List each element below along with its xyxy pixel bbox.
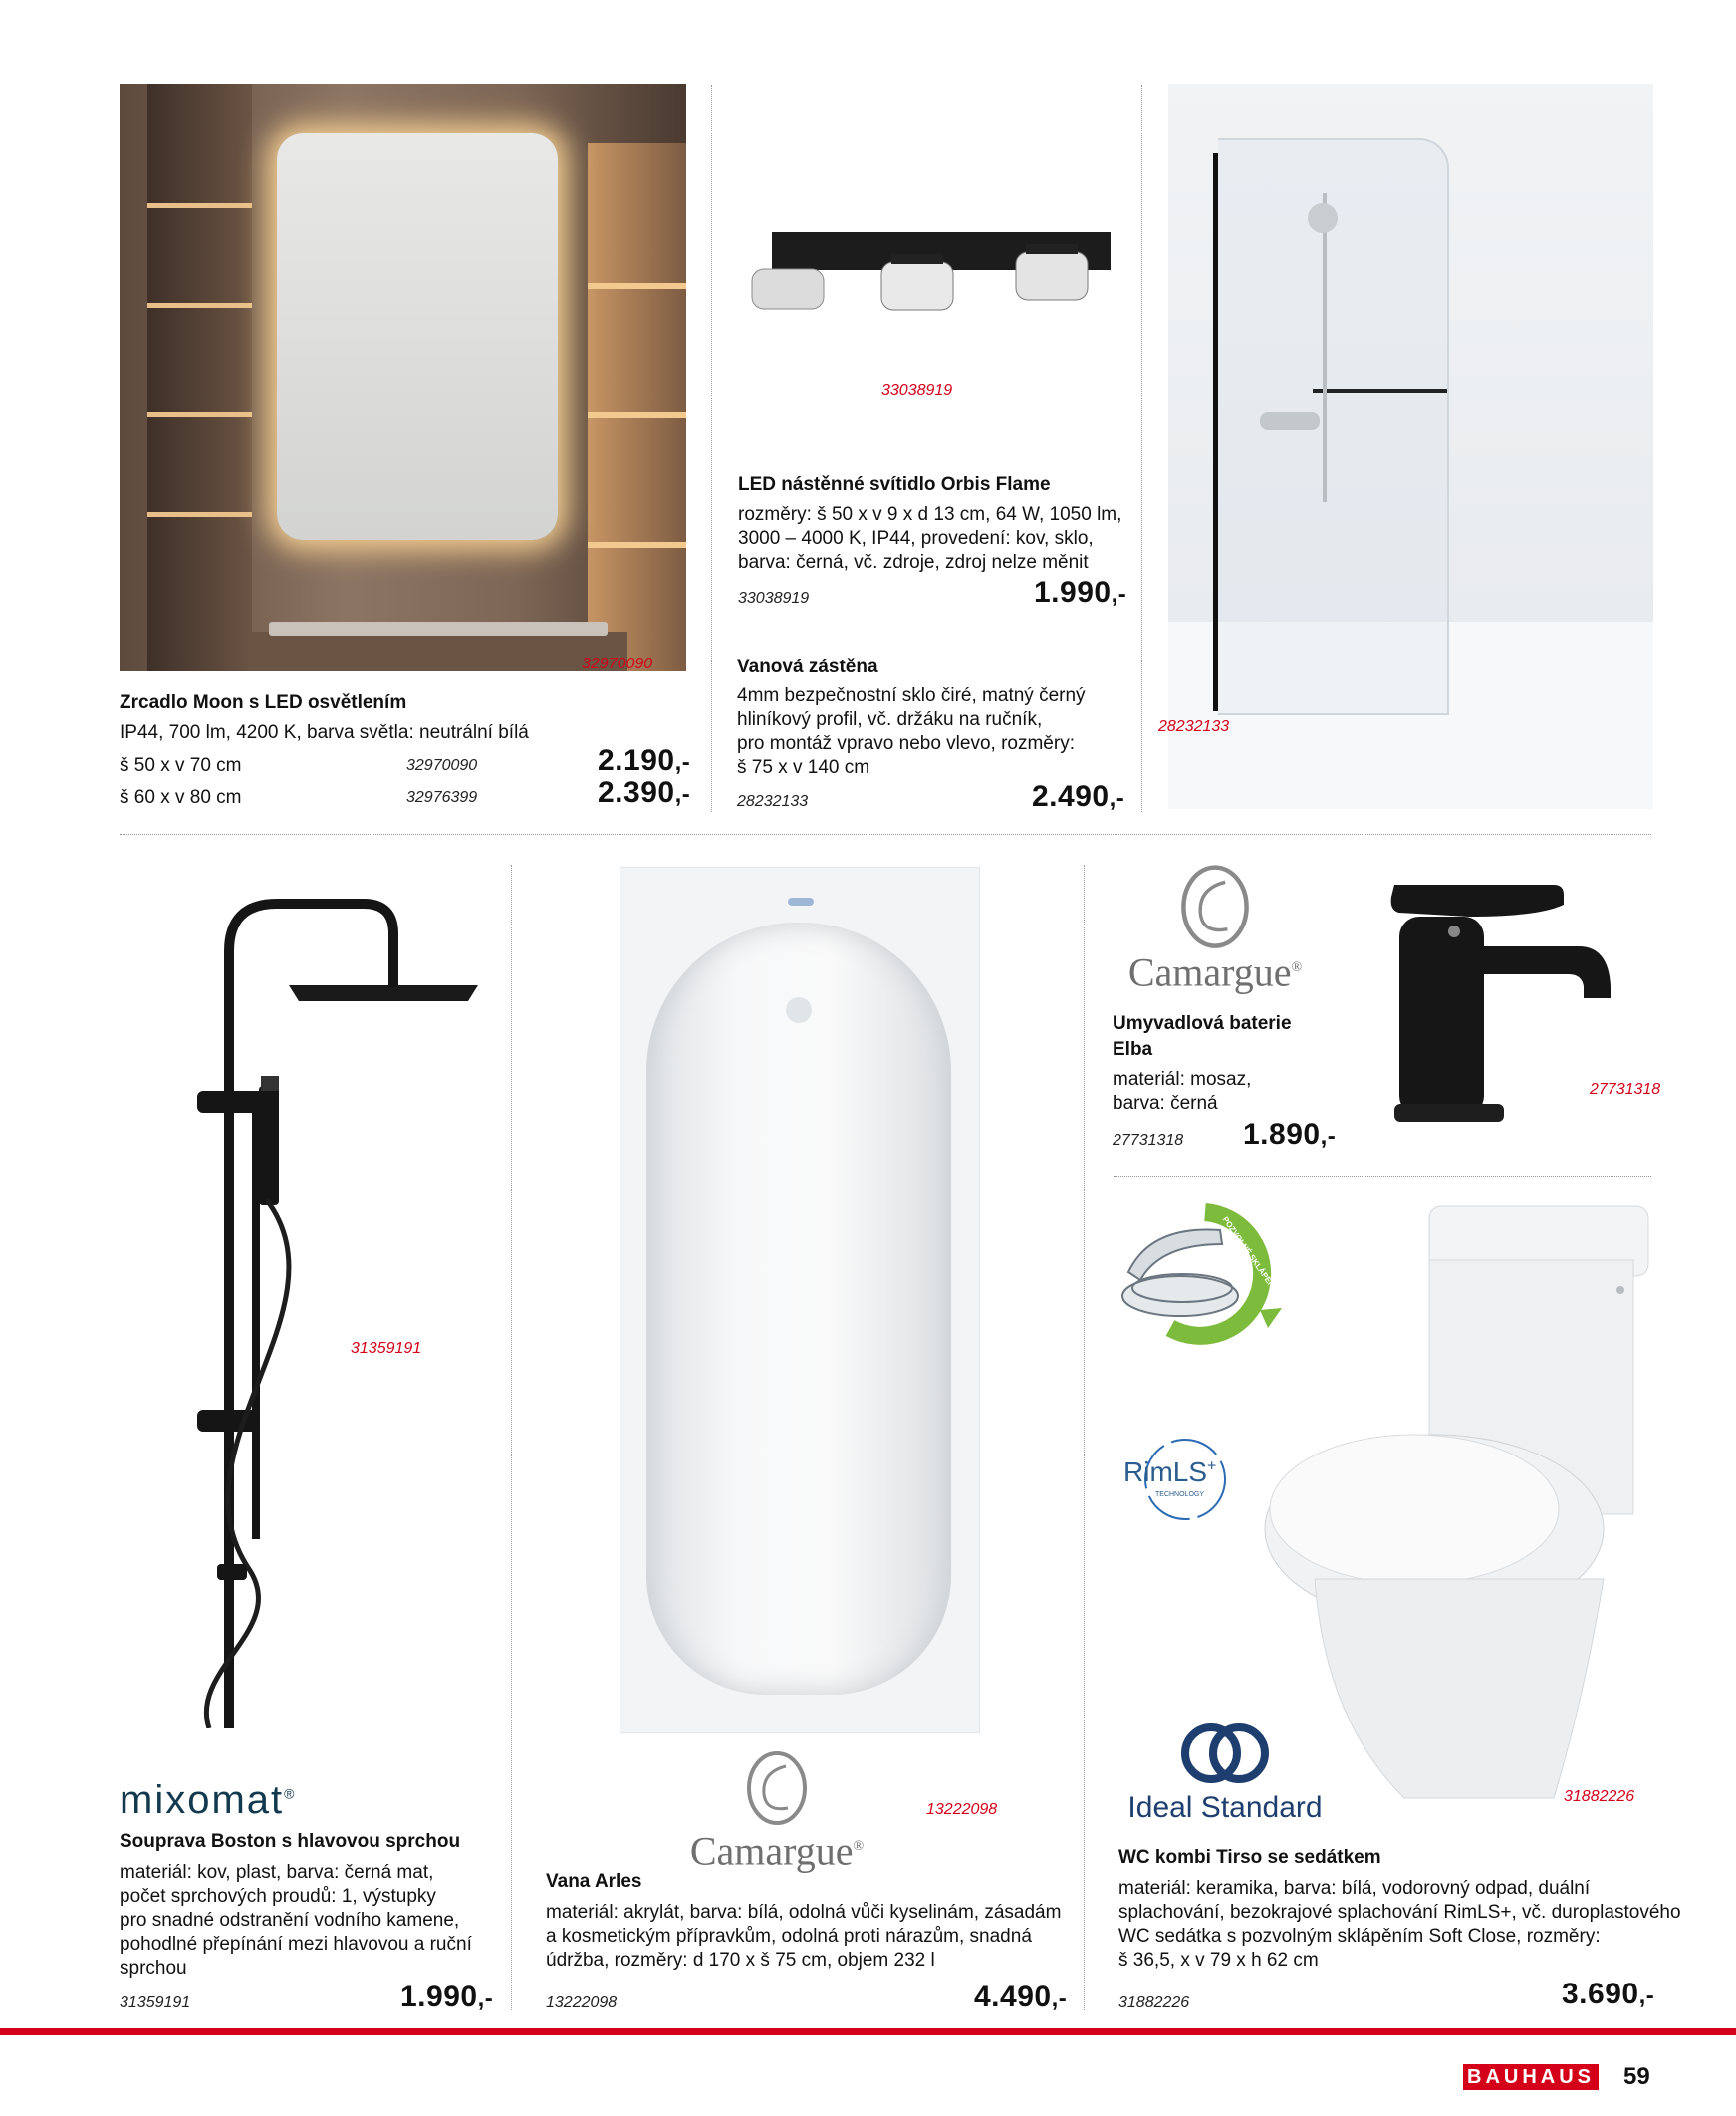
product-desc-line: pro snadné odstranění vodního kamene,: [120, 1910, 460, 1931]
bath-screen-photo: [1168, 84, 1653, 809]
product-desc-line: barva: černá: [1113, 1093, 1218, 1114]
camargue-swirl-icon: [742, 1748, 812, 1826]
mirror-photo: [120, 84, 686, 671]
variant-code: 32976399: [406, 789, 478, 806]
product-desc-line: materiál: keramika, barva: bílá, vodorovný odpad, duální: [1118, 1878, 1591, 1899]
product-code-tag: 33038919: [881, 382, 953, 398]
product-price: 1.990,-: [1034, 576, 1127, 609]
variant-price: 2.390,-: [598, 776, 691, 809]
product-code: 13222098: [546, 1994, 618, 2011]
divider-vertical: [711, 85, 712, 812]
led-mirror: [277, 133, 558, 540]
product-desc-line: hliníkový profil, vč. držáku na ručník,: [737, 709, 1043, 730]
product-price: 4.490,-: [974, 1981, 1068, 2013]
product-code: 31359191: [120, 1994, 191, 2011]
product-desc-line: pohodlné přepínání mezi hlavovou a ruční: [120, 1934, 472, 1955]
bathtub-photo: [620, 867, 980, 1733]
variant-size: š 50 x v 70 cm: [120, 755, 242, 776]
product-price: 1.990,-: [400, 1981, 494, 2013]
product-code: 28232133: [737, 793, 809, 810]
ideal-standard-rings-icon: [1175, 1719, 1275, 1788]
product-title: LED nástěnné svítidlo Orbis Flame: [738, 474, 1051, 495]
product-desc-line: rozměry: š 50 x v 9 x d 13 cm, 64 W, 1050 lm,: [738, 504, 1122, 525]
product-desc-line: sprchou: [120, 1958, 187, 1979]
product-desc-line: 4mm bezpečnostní sklo čiré, matný černý: [737, 685, 1086, 706]
product-desc-line: počet sprchových proudů: 1, výstupky: [120, 1886, 436, 1907]
product-title: Souprava Boston s hlavovou sprchou: [120, 1831, 461, 1852]
product-title: Vana Arles: [546, 1871, 642, 1892]
product-title-line: Umyvadlová baterie: [1113, 1013, 1292, 1034]
product-code-tag: 31882226: [1564, 1788, 1635, 1805]
page-number: 59: [1623, 2063, 1650, 2090]
bauhaus-logo: BAUHAUS: [1463, 2064, 1599, 2090]
mixomat-logo: mixomat®: [120, 1778, 297, 1822]
divider-horizontal: [120, 834, 1651, 835]
wall-lamp-photo: [732, 224, 1120, 324]
product-desc: IP44, 700 lm, 4200 K, barva světla: neutrální bílá: [120, 722, 529, 743]
product-code: 33038919: [738, 590, 810, 607]
product-desc-line: š 36,5, x v 79 x h 62 cm: [1118, 1950, 1319, 1971]
product-code-tag: 28232133: [1158, 718, 1230, 735]
product-code-tag: 27731318: [1590, 1081, 1661, 1098]
variant-code: 32970090: [406, 757, 478, 774]
product-title: Zrcadlo Moon s LED osvětlením: [120, 692, 407, 713]
variant-size: š 60 x v 80 cm: [120, 787, 242, 808]
shower-set-photo: [149, 892, 488, 1728]
product-code-tag: 32970090: [582, 656, 653, 672]
divider-vertical: [1084, 865, 1085, 2010]
product-desc-line: splachování, bezokrajové splachování RimLS+, vč. duroplastového: [1118, 1902, 1681, 1923]
product-title: WC kombi Tirso se sedátkem: [1118, 1847, 1381, 1868]
product-code: 27731318: [1113, 1132, 1184, 1149]
product-code: 31882226: [1118, 1994, 1190, 2011]
product-title: Vanová zástěna: [737, 657, 878, 677]
product-desc-line: materiál: akrylát, barva: bílá, odolná vůči kyselinám, zásadám: [546, 1902, 1062, 1923]
camargue-logo: Camargue®: [667, 1748, 886, 1871]
product-price: 3.690,-: [1562, 1978, 1655, 2010]
divider-horizontal: [1114, 1176, 1651, 1177]
product-desc-line: a kosmetickým přípravkům, odolná proti nárazům, snadná: [546, 1926, 1032, 1947]
camargue-swirl-icon: [1175, 862, 1255, 949]
ideal-standard-logo: Ideal Standard: [1120, 1719, 1330, 1825]
product-desc-line: pro montáž vpravo nebo vlevo, rozměry:: [737, 733, 1075, 754]
product-title-line: Elba: [1113, 1039, 1153, 1060]
product-desc-line: materiál: mosaz,: [1113, 1069, 1252, 1090]
product-desc-line: materiál: kov, plast, barva: černá mat,: [120, 1862, 434, 1883]
product-desc-line: barva: černá, vč. zdroje, zdroj nelze měnit: [738, 552, 1089, 573]
product-price: 2.490,-: [1032, 780, 1125, 813]
divider-vertical: [1141, 85, 1142, 812]
product-desc-line: údržba, rozměry: d 170 x š 75 cm, objem 232 l: [546, 1950, 935, 1971]
product-desc-line: š 75 x v 140 cm: [737, 757, 870, 778]
footer-red-rule: [0, 2028, 1736, 2035]
rimls-badge: RimLS+ TECHNOLOGY: [1114, 1435, 1253, 1524]
product-desc-line: 3000 – 4000 K, IP44, provedení: kov, sklo,: [738, 528, 1094, 549]
product-code-tag: 31359191: [351, 1340, 422, 1357]
product-code-tag: 13222098: [926, 1801, 998, 1818]
variant-price: 2.190,-: [598, 744, 691, 777]
camargue-logo: Camargue®: [1111, 862, 1320, 992]
divider-vertical: [511, 865, 512, 2010]
product-desc-line: WC sedátka s pozvolným sklápěním Soft Close, rozměry:: [1118, 1926, 1601, 1947]
product-price: 1.890,-: [1243, 1118, 1337, 1151]
soft-close-label: POZVOLNÉ SKLÁPĚNÍ: [1220, 1215, 1278, 1292]
